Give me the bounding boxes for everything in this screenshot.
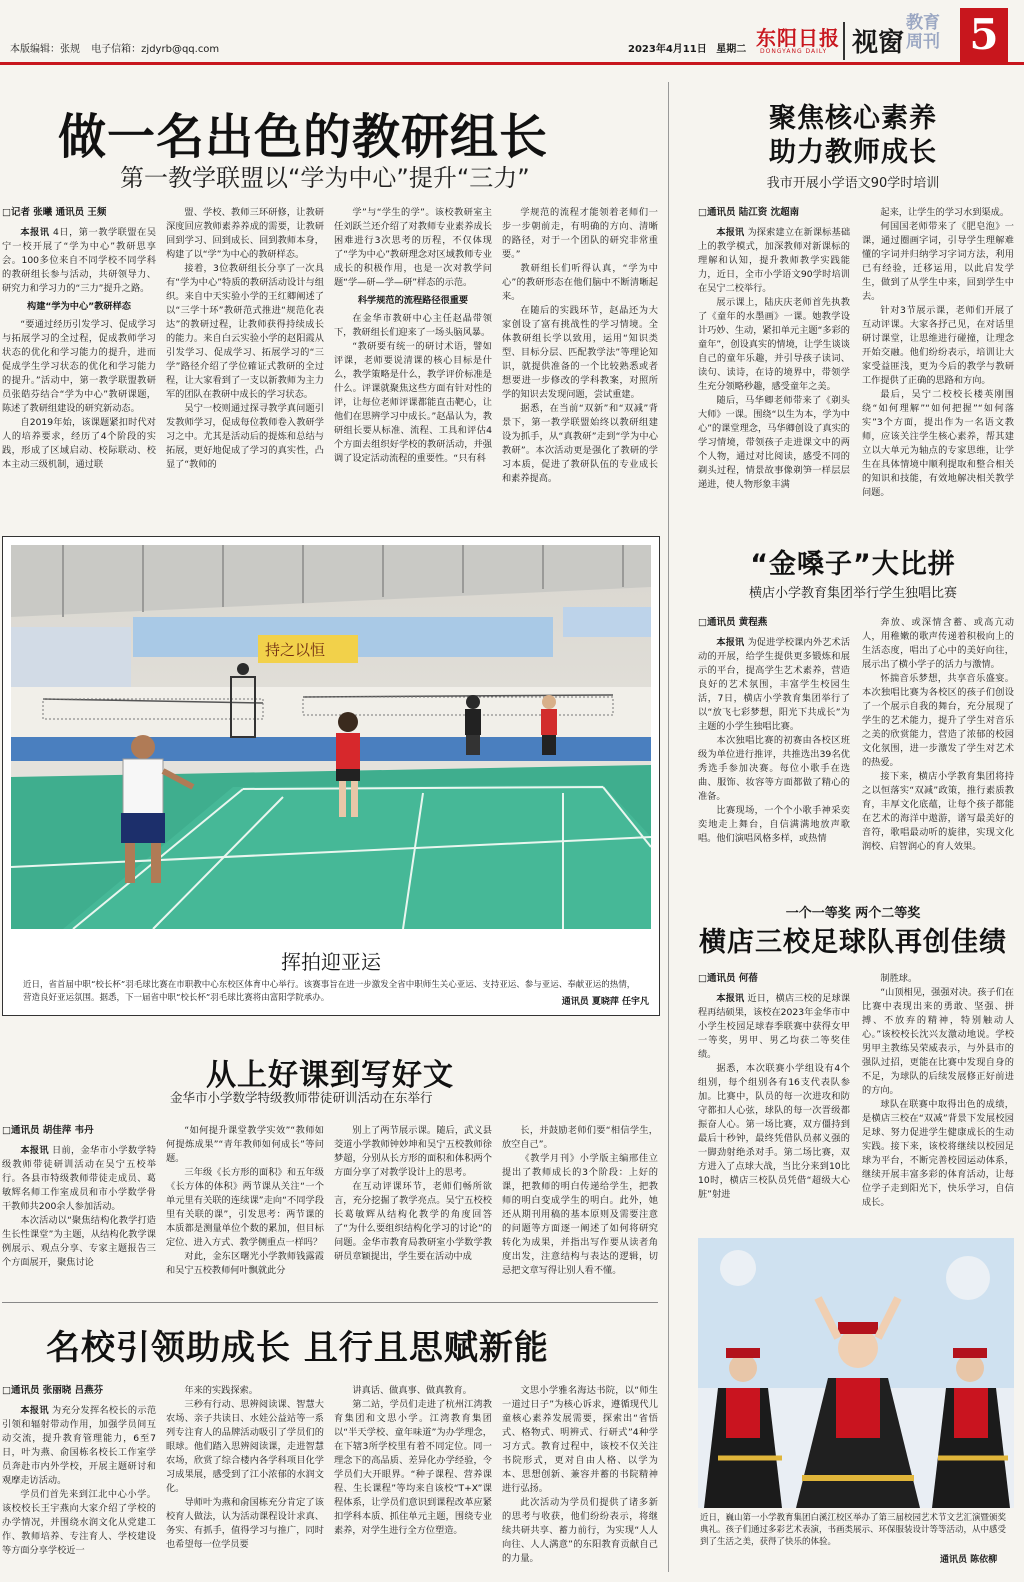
article1-para: 自2019年始，该课题紧扣时代对人的培养要求，经历了4个阶段的实践，形成了区域启动、校际联动、校本主动三级机制，通过联 (2, 417, 156, 470)
article1-byline: □记者 张曦 通讯员 王频 (2, 207, 107, 218)
article1-col2 (166, 206, 324, 514)
article6-col4 (502, 1384, 658, 1576)
article1-subhead-1: 构建“学为中心”教研样态 (27, 301, 131, 312)
article6-para: 此次活动为学员们提供了诸多新的思考与收获，他们纷纷表示，将继续共研共享、蓄力前行，为实现“人人向往、人人满意”的东阳教育贡献自己的力量。 (502, 1497, 658, 1564)
article2-col2 (862, 206, 1014, 520)
article5-col3 (334, 1124, 492, 1292)
article1-para: 学”与“学生的学”。该校教研室主任刘跃兰还介绍了对教师专业素养成长困难进行3次思考的历程，不仅体现了“学为中心”教研理念对区域教师专业成长的积极作用，也是一次对教学问题“学—研—学—研”样态的示范。 (334, 207, 492, 288)
article2-para: 起来，让学生的学习水到渠成。 (880, 207, 1010, 218)
article2-title (688, 102, 1018, 170)
article6-para: 文思小学雅名海达书院，以“师生一道过日子”为核心诉求，遵循现代儿童核心素养发展需要，探索出“省悟式、格物式、明辨式、行研式”4种学习方式。教育过程中，该校不仅关注书院形式，更对自由人格、以学为本、思想创新、兼容并蓄的书院精神进行弘扬。 (502, 1385, 658, 1494)
masthead-date (628, 40, 752, 55)
article2-subtitle: 我市开展小学语文90学时培训 (766, 176, 940, 191)
article2-col1 (698, 206, 850, 520)
section-name: 视窗 (852, 28, 905, 58)
article1-col4 (502, 206, 658, 514)
article6-col3 (334, 1384, 492, 1576)
article6-byline: □通讯员 张丽晓 吕燕芬 (2, 1385, 104, 1396)
article2-para: 随后，马华卿老师带来了《剃头大师》一课。围绕“以生为本，学为中心”的课堂理念，马华卿创设了真实的学习情境，带领孩子走进课文中的两个人物，通过对比阅读，感受不同的剃头过程，情景故事像剃笋一样层层递进，使人物形象丰满 (698, 395, 850, 490)
article2-para: 针对3节展示课，老师们开展了互动评课。大家各抒己见，在对话里研讨课堂，让思维进行碰撞，让理念开始交融。他们纷纷表示，培训让大家受益匪浅，更为今后的教学与教研工作提供了正确的思路和方向。 (862, 305, 1014, 386)
masthead-divider (843, 22, 845, 60)
photo1-title: 挥拍迎亚运 (281, 950, 381, 974)
article5-para: 在互动评课环节，老师们畅所欲言，充分挖掘了教学亮点。吴宁五校校长葛敏辉从结构化教学的角度回答了“为什么要组织结构化学习的讨论”的问题。金华市教育局教研室小学数学教研员章颖提出，学生要在活动中成 (334, 1181, 492, 1262)
article1-para: 教研组长们听得认真，“学为中心”的教研形态在他们脑中不断清晰起来。 (502, 263, 658, 302)
article1-para: 接着，3位教研组长分享了一次具有“学为中心”特质的教研活动设计与组织。来自中天实验小学的王红卿阐述了以“三学十环”教研范式推进“规范化表达”的教研过程，让教师获得持续成长的能力。来自白云实验小学的赵阳霞从引发学习、促成学习、拓展学习的“三学”路径介绍了学位確证式教研的全过程，让大家看到了一支以新教师为主力军的团队在教研中成长的学习状态。 (166, 263, 324, 400)
article4-kicker: 一个一等奖 两个二等奖 (785, 906, 921, 921)
article5-col1 (2, 1124, 156, 1292)
article1-col3 (334, 206, 492, 514)
badminton-photo-box (2, 536, 660, 1016)
newspaper-logo-pinyin: DONGYANG DAILY (760, 48, 828, 55)
player-back2 (541, 695, 557, 755)
article5-para: “如何提升课堂教学实效”“教师如何提炼成果”“青年教师如何成长”等问题。 (166, 1125, 324, 1164)
article5-subtitle: 金华市小学数学特级教师带徒研训活动在东举行 (170, 1090, 433, 1105)
article3-byline: □通讯员 黄程燕 (698, 617, 768, 628)
article1-subhead-2: 科学规范的流程路径很重要 (357, 295, 469, 306)
photo2-caption: 近日，巍山第一小学教育集团白溪江校区举办了第三届校园艺术节文艺汇演暨颁奖典礼。孩子们通过多彩艺术表演，书画类展示、环保服装设计等等活动，从中感受到了生活之美，获得了快乐的体验。 (700, 1513, 1007, 1547)
article1-para: 吴宁一校则通过探寻教学真问题引发教师学习，促成每位教师卷入教研学习之中。尤其是活动后的提炼和总结与拓展，更好地促成了学习的真实性，凸显了“教师的 (166, 403, 324, 470)
article2-para: 展示课上，陆庆庆老师首先执教了《童年的水墨画》一课。她教学设计巧妙、生动，紧扣单元主题“多彩的童年”，创设真实的情境，让学生谈谈自己的童年乐趣，并引导孩子读词、读句、读诗，在诗的境界中，带领学生充分领略秒趣，感受童年之美。 (698, 297, 850, 392)
article6-col1 (2, 1384, 156, 1576)
newspaper-logo: 东阳日报 (756, 26, 840, 50)
article5-title: 从上好课到写好文 (206, 1058, 454, 1093)
article4-para: “山顶相见，强强对决。孩子们在比赛中表现出来的勇敢、坚强、拼搏、不放弃的精神，特别触动人心。”该校校长沈兴友激动地说。学校男甲主教练吴荣威表示，与外县市的强队过招，更能在比赛中发现自身的不足，为球队的后续发展修正好前进的方向。 (862, 987, 1014, 1096)
article4-byline: □通讯员 何蓓 (698, 973, 758, 984)
article6-para: 学员们首先来到江北中心小学。该校校长王宇燕向大家介绍了学校的办学情况，并围绕水润文化从党建工作、教师培养、专注育人、学校建设等方面分享学校近一 (2, 1489, 156, 1556)
article3-para: 接下来，横店小学教育集团将持之以恒落实“双减”政策，推行素质教育，丰厚文化底蕴，让每个孩子都能在艺术的海洋中遨游，谱写最美好的音符，歌唱最动听的旋律，实现文化润校、启智润心的育人效果。 (862, 771, 1014, 852)
article4-col2 (862, 972, 1014, 1220)
section-divider (2, 1302, 658, 1303)
article1-para: “要通过经历引发学习、促成学习与拓展学习的全过程，促成教师学习状态的优化和学习能力的提升，进而促成学生学习状态的优化和学习能力的提升。”活动中，第一教学联盟教研员张皓芬结合“学为中心”教研课题，陈述了教研组建设的研究新动态。 (2, 319, 156, 414)
article3-para: 奔放、或深情含蓄、或高亢动人，用稚嫩的歌声传递着积极向上的生活态度，唱出了心中的美好向往，展示出了横小学子的活力与激情。 (862, 617, 1014, 670)
article5-para: 长，并鼓励老师们要“相信学生，放空自己”。 (502, 1125, 658, 1150)
article3-para: 怀揣音乐梦想，共享音乐盛宴。本次独唱比赛为各校区的孩子们创设了一个展示自我的舞台，充分展现了学生的艺术能力，提升了学生对音乐之美的欣赏能力，营造了浓郁的校园文化氛围，进一步激发了学生对艺术的热爱。 (862, 673, 1014, 768)
dance-photo (698, 1238, 1014, 1508)
article4-col1 (698, 972, 850, 1220)
article5-para: 本次活动以“聚焦结构化教学打造生长性课堂”为主题，从结构化教学课例展示、观点分享、专家主题报告三个方面展开，聚焦讨论 (2, 1215, 156, 1268)
article4-para: 据悉，本次联赛小学组设有4个组别，每个组别各有16支代表队参加。比赛中，队员的每一次进攻和防守都扣人心弦，球队的每一次晋级都振奋人心。第一场比赛，双方僵持到最后十秒钟，最终凭借队员郝义强的一脚劲射绝杀对手。第二场比赛，双方进入了点球大战，当比分来到10比10时，横店三校队员凭借“超级大心脏”射进 (698, 1063, 850, 1200)
article3-para: 本报讯 为促进学校课内外艺术活动的开展，给学生提供更多锻炼和展示的平台，提高学生艺术素养，营造良好的艺术氛围，丰富学生校园生活，7日，横店小学教育集团举行了以“放飞七彩梦想，阳光下共成长”为主题的小学生独唱比赛。 (698, 637, 850, 732)
article6-para: 三秒有行动、思辨阅读课、智慧大农场、亲子共读日、水娃公益站等一系列专注育人的品牌活动吸引了学员们的眼球。他们踏入思辨阅读课，走进智慧农场，欣赏了综合楼内各学科项目化学习成果展，感受到了江小浓郁的水润文化。 (166, 1399, 324, 1494)
article1-para: 本报讯 4日，第一教学联盟在吴宁一校开展了“学为中心”教研思享会。100多位来自不同学校不同学科的教研组长参与活动，共研领导力、研究力和学习力的“三力”提升之路。 (2, 227, 156, 294)
article4-title: 横店三校足球队再创佳绩 (699, 927, 1007, 958)
article4-para: 本报讯 近日，横店三校的足球课程再结硕果，该校在2023年金华市中小学生校园足球春季联赛中获得女甲一等奖，男甲、男乙均获二等奖佳绩。 (698, 993, 850, 1060)
article6-para: 第二站，学员们走进了杭州江湾教育集团和文思小学。江湾教育集团以“半天学校、童年味道”为办学理念，在下辖3所学校里有着不同定位。同一理念下的高品质、差异化办学经验，令学员们大开眼界。“种子课程、营养课程、生长课程”等均来自该校“T+X”课程体系，让学员们意识到课程改革应紧扣学科本质、抓住单元主题，围绕专业素养，对学生进行全方位塑造。 (334, 1399, 492, 1536)
article2-title-line1: 聚焦核心素养 (769, 103, 937, 134)
article6-para: 讲真话、做真事、做真教育。 (352, 1385, 472, 1396)
article1-para: 学规范的流程才能领着老师们一步一步朝前走，有明确的方向、清晰的路径，对于一个团队的研究非常重要。” (502, 207, 658, 260)
article5-byline: □通讯员 胡佳萍 韦丹 (2, 1125, 94, 1136)
page-number: 5 (960, 8, 1008, 62)
article5-para: 对此，金东区曙光小学教师钱露霞和吴宁五校教师何叶飘就此分 (166, 1251, 324, 1276)
article1-para: 盟、学校、教师三环研修，让教研深度回应教师素养养成的需要，让教研回到学习、回到成长、回到教师本身，构建了以“学”为中心的教研样态。 (166, 207, 324, 260)
article2-para: 何国国老师带来了《肥皂泡》一课，通过圈画字词，引导学生理解难懂的字词并归纳学习字词方法，利用已有经验，迁移运用，以此启发学生，做到了从学生中来，回到学生中去。 (862, 221, 1014, 302)
article1-para: 据悉，在当前“双新”和“双减”背景下，第一教学联盟始终以教研组建设为抓手，从“真教研”走到“学为中心教研”。本次活动更是强化了教研的学习本质，促进了教研队伍的专业成长和素养提高。 (502, 403, 658, 484)
article1-title: 做一名出色的教研组长 (58, 109, 549, 165)
article6-para: 年来的实践探索。 (184, 1385, 258, 1396)
article1-col1 (2, 206, 156, 514)
article6-col2 (166, 1384, 324, 1576)
article2-title-line2: 助力教师成长 (769, 137, 937, 168)
article1-para: “教研要有统一的研讨术语，譬如评课，老师要说清课的核心目标是什么，教学策略是什么，教学评价标准是什么。评课就聚焦这些方面有针对性的评，让每位老师评课都能直击靶心，让他们在思辨学习中成长。”赵晶认为，教研组长要从标准、流程、工具和评估4个方面去组织好学校的教研活动，并强调了设定活动流程的重要性。“只有科 (334, 341, 492, 464)
article3-col2 (862, 616, 1014, 874)
article3-subtitle: 横店小学教育集团举行学生独唱比赛 (748, 586, 957, 601)
article4-para: 制胜球。 (880, 973, 918, 984)
photo1-credit: 通讯员 夏晓萍 任宇凡 (561, 997, 649, 1007)
article5-para: 本报讯 日前，金华市小学数学特级教师带徒研训活动在吴宁五校举行。各县市特级教师带徒走成员、葛敏辉名师工作室成员和市小学数学骨干教师共200余人参加活动。 (2, 1145, 156, 1212)
editor-label: 本版编辑：张规 (10, 44, 80, 55)
article2-para: 最后，吴宁二校校长楼英刚围绕“如何理解”“如何把握”“如何落实”3个方面，提出作为一名语文教师，应该关注学生核心素养，帮其建立以大单元为轴点的专家思维，让学生在具体情境中顺利提取和整合相关的知识和技能，有效地解决相关教学问题。 (862, 389, 1014, 498)
email-label: 电子信箱：zjdyrb@qq.com (91, 44, 220, 55)
photo2-credit: 通讯员 陈依柳 (940, 1555, 998, 1565)
article2-byline: □通讯员 陆江资 沈超南 (698, 207, 800, 218)
article1-para: 在金华市教研中心主任赵晶带领下，教研组长们迎来了一场头脑风暴。 (334, 313, 492, 338)
article5-col4 (502, 1124, 658, 1292)
article5-col2 (166, 1124, 324, 1292)
column-separator (668, 82, 669, 1572)
article5-para: 三年级《长方形的面积》和五年级《长方体的体积》两节课从关注“一个单元里有关联的连续课”走向“不同学段里有关联的课”，引发思考：两节课的本质都是测量单位个数的累加，但目标定位、进入方式、教学侧重点一样吗？ (166, 1167, 324, 1248)
issue-weekday: 星期二 (716, 44, 747, 55)
article4-para: 球队在联赛中取得出色的成绩，是横店三校在“双减”背景下发展校园足球、努力促进学生健康成长的生动实践。接下来，该校将继续以校园足球为平台，不断完善校园运动体系，继续开展丰富多彩的体育活动，让每位学子走到阳光下，快乐学习，自信成长。 (862, 1099, 1014, 1208)
article2-para: 本报讯 为探索建立在新课标基础上的教学模式，加深教师对新课标的理解和认知，提升教师教学实践能力，近日，全市小学语文90学时培训在吴宁二校举行。 (698, 227, 850, 294)
article5-para: 《教学月刊》小学版主编邢佳立提出了教师成长的3个阶段：上好的课，把教师的明白传递给学生，把教师的明白变成学生的明白。此外，她还从期刊用稿的基本原则及需要注意的问题等方面逐一阐述了如何将研究转化为成果，并指出写作要从读者角度出发，注意结构与表达的逻辑，切忌把文章写得让别人看不懂。 (502, 1153, 658, 1276)
article5-para: 别上了两节展示课。随后，武义县茭道小学教师钟妙坤和吴宁五校教师徐梦超，分别从长方形的面积和体积两个方面分享了对教学设计上的思考。 (334, 1125, 492, 1178)
article3-title: “金嗓子”大比拼 (750, 549, 956, 580)
article3-para: 本次独唱比赛的初赛由各校区班级为单位进行推评，共推选出39名优秀选手参加决赛。每位小歌手在选曲、服饰、妆容等方面都做了精心的准备。 (698, 735, 850, 802)
banner-text: 持之以恒 (265, 641, 326, 659)
article1-para: 在随后的实践环节，赵晶还为大家创设了富有挑战性的学习情境。全体教研组长学以致用，运用“知识类型、目标分层、匹配教学法”等理论知识，就提供准备的一个比较熟悉或者想要进一步修改的学科教案，对照所学的知识去发现问题，尝试重建。 (502, 305, 658, 400)
masthead-rule (0, 62, 1024, 65)
issue-date: 2023年4月11日 (628, 44, 707, 55)
photo1-caption: 近日，省首届中职“校长杯”羽毛球比赛在市职教中心东校区体育中心举行。该赛事旨在进一步激发全省中职师生关心亚运、支持亚运、参与亚运、奉献亚运的热情，营造良好亚运氛围。据悉，下一届省中职“校长杯”羽毛球比赛将由富阳学院承办。 (23, 980, 636, 1003)
article1-subtitle: 第一教学联盟以“学为中心”提升“三力” (120, 164, 530, 192)
badminton-photo (3, 537, 659, 937)
article6-para: 导师叶为燕和俞国栋充分肯定了该校育人做法，认为活动课程设计求真、务实、有抓手，值得学习与推广，同时也希望每一位学员要 (166, 1497, 324, 1550)
article3-col1 (698, 616, 850, 874)
article6-title: 名校引领助成长 且行且思赋新能 (46, 1328, 549, 1368)
article6-para: 本报讯 为充分发挥名校长的示范引领和辐射带动作用，加强学员间互动交流，提升教育管理能力，6至7日，叶为燕、俞国栋名校长工作室学员奔赴市内外学校，开展主题研讨和观摩走访活动。 (2, 1405, 156, 1486)
masthead-left (10, 40, 227, 55)
supplement-name: 教育周刊 (906, 13, 940, 52)
article3-para: 比赛现场，一个个小歌手神采奕奕地走上舞台，自信满满地放声歌唱。他们演唱风格多样，或热情 (698, 805, 850, 844)
player-back1 (465, 695, 481, 755)
